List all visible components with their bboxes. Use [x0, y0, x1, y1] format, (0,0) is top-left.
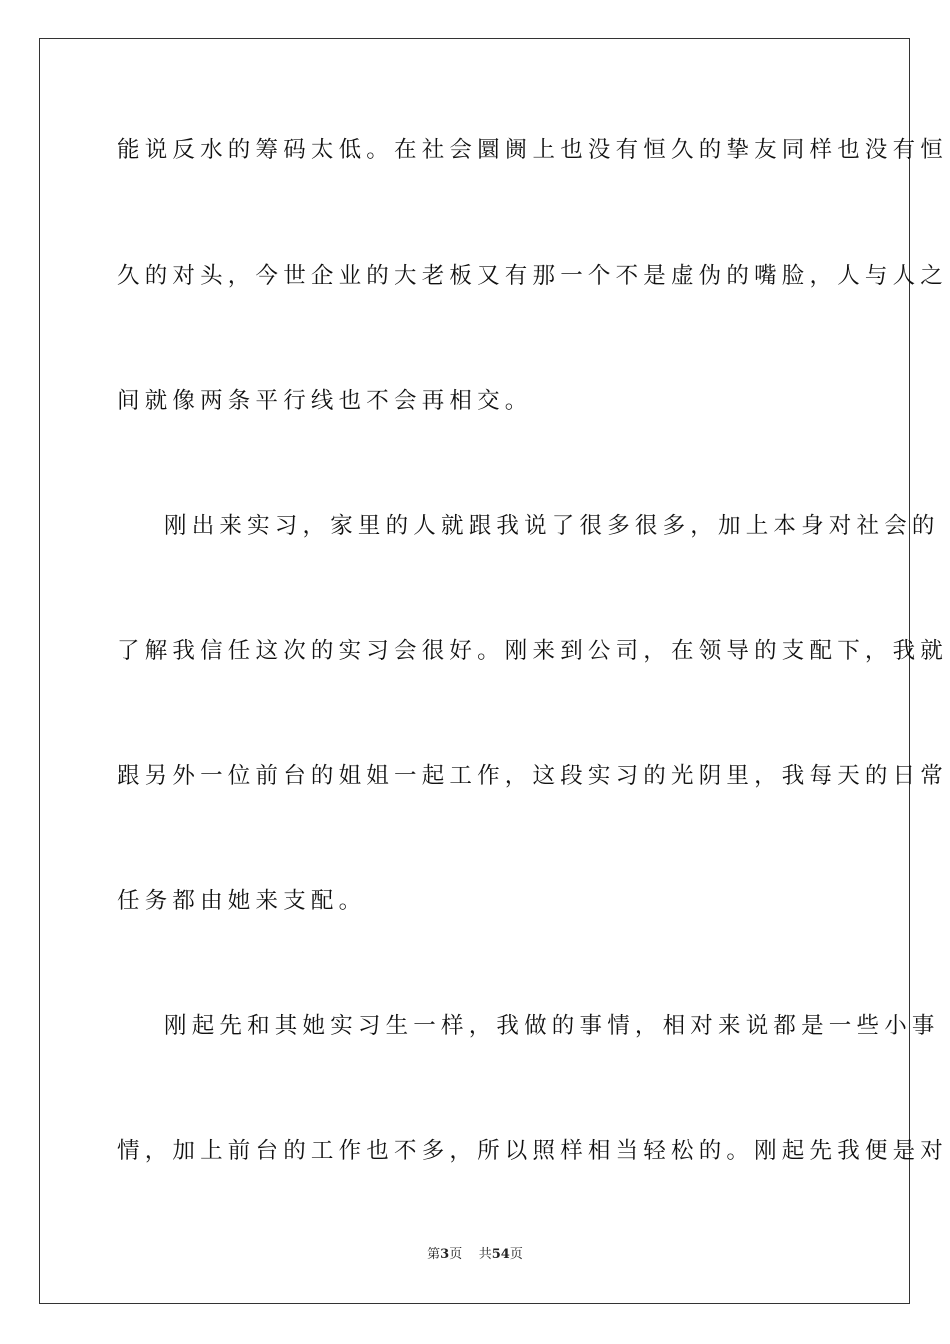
page-prefix: 第 [427, 1247, 441, 1262]
body-text-line: 久的对头，今世企业的大老板又有那一个不是虚伪的嘴脸，人与人之 [117, 263, 949, 289]
page-number: 3 [440, 1247, 450, 1262]
body-text-line: 情，加上前台的工作也不多，所以照样相当轻松的。刚起先我便是对 [117, 1138, 949, 1164]
total-prefix: 共 [478, 1247, 492, 1262]
paragraph-start-line: 刚起先和其她实习生一样，我做的事情，相对来说都是一些小事 [164, 1013, 940, 1039]
total-pages: 54 [491, 1247, 510, 1262]
page-border [39, 38, 949, 1304]
body-text-line: 能说反水的筹码太低。在社会圜阓上也没有恒久的挚友同样也没有恒 [117, 137, 949, 163]
body-text-line: 间就像两条平行线也不会再相交。 [117, 388, 533, 414]
page-footer [0, 1246, 950, 1264]
body-text-line: 了解我信任这次的实习会很好。刚来到公司，在领导的支配下，我就 [117, 638, 949, 664]
body-text-line: 跟另外一位前台的姐姐一起工作，这段实习的光阴里，我每天的日常 [117, 763, 949, 789]
total-suffix: 页 [509, 1247, 523, 1262]
body-text-line: 任务都由她来支配。 [117, 888, 367, 914]
paragraph-start-line: 刚出来实习，家里的人就跟我说了很多很多，加上本身对社会的 [164, 513, 940, 539]
page-suffix: 页 [449, 1247, 463, 1262]
